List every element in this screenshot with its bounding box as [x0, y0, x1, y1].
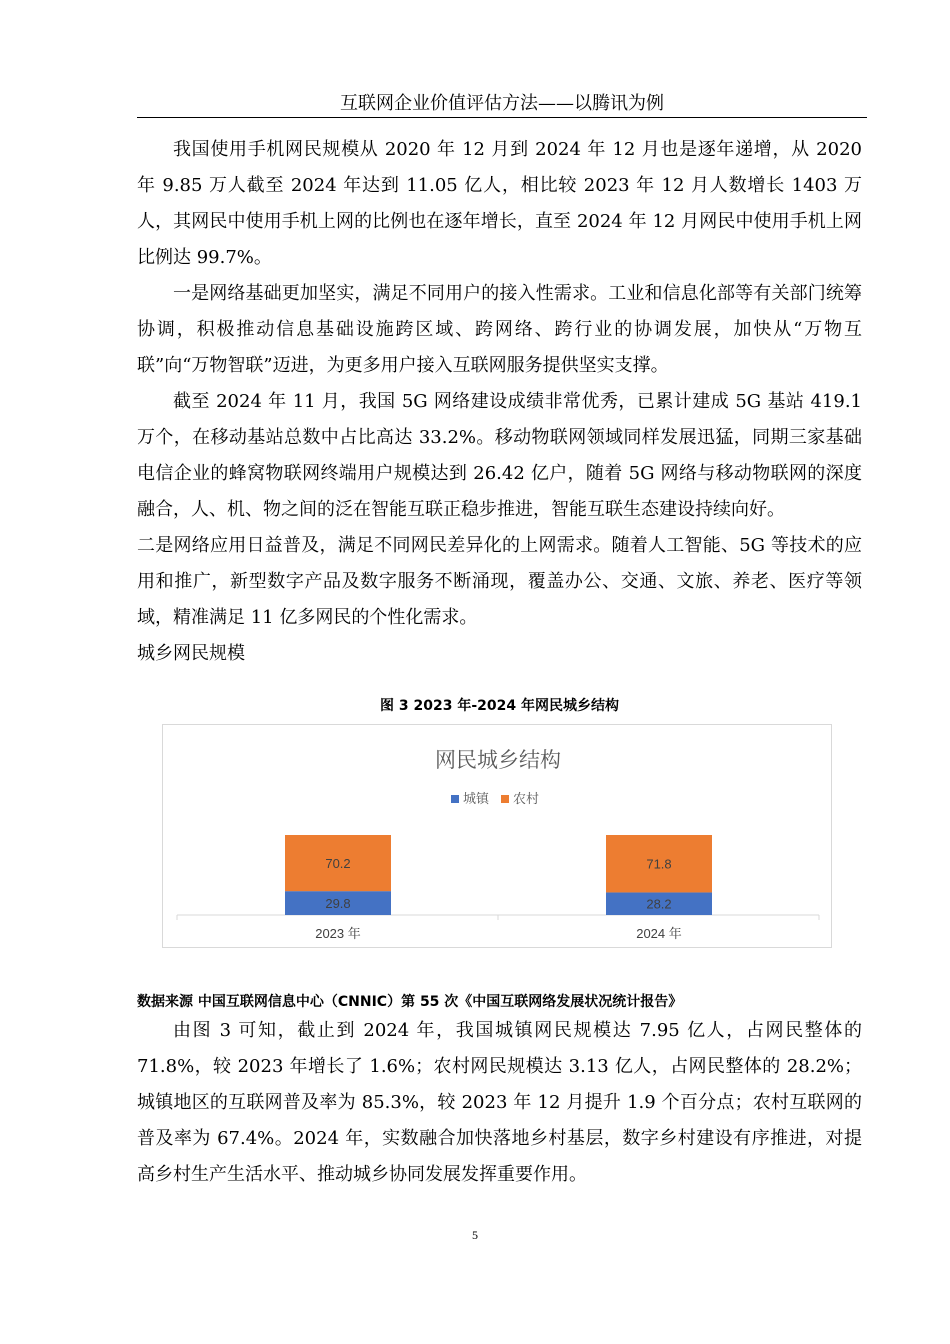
paragraph-network-foundation: 一是网络基础更加坚实，满足不同用户的接入性需求。工业和信息化部等有关部门统筹协调，积极推动信息基础设施跨区域、跨网络、跨行业的协调发展，加快从“万物互联”向“万物智联”迈进，为更多用户接入互联网服务提供坚实支撑。: [137, 283, 862, 376]
paragraph-5g-construction: 截至 2024 年 11 月，我国 5G 网络建设成绩非常优秀，已累计建成 5G 基站 419.1 万个，在移动基站总数中占比高达 33.2%。移动物联网领域同样发展迅猛，同期三家基础电信企业的蜂窝物联网终端用户规模达到 26.42 亿户，随着 5G 网络与移动物联网的深度融合，人、机、物之间的泛在智能互联正稳步推进，智能互联生态建设持续向好。: [137, 391, 862, 520]
paragraph-figure-analysis: 由图 3 可知，截止到 2024 年，我国城镇网民规模达 7.95 亿人，占网民整体的 71.8%，较 2023 年增长了 1.6%；农村网民规模达 3.13 亿人，占网民整体的 28.2%；城镇地区的互联网普及率为 85.3%，较 2023 年 12 月提升 1.9 个百分点；农村互联网的普及率为 67.4%。2024 年，实数融合加快落地乡村基层，数字乡村建设有序推进，对提高乡村生产生活水平、推动城乡协同发展发挥重要作用。: [137, 1020, 862, 1185]
x-tick-label-0: 2023 年: [315, 926, 361, 941]
paragraph-network-applications: 二是网络应用日益普及，满足不同网民差异化的上网需求。随着人工智能、5G 等技术的应用和推广，新型数字产品及数字服务不断涌现，覆盖办公、交通、文旅、养老、医疗等领域，精准满足 11 亿多网民的个性化需求。: [137, 535, 862, 628]
page-number: 5: [472, 1228, 478, 1242]
figure-caption: 图 3 2023 年-2024 年网民城乡结构: [380, 698, 619, 714]
data-label-1-0: 70.2: [325, 856, 351, 872]
header-rule: [137, 117, 867, 118]
legend-label-0: 城镇: [463, 791, 490, 806]
legend-swatch-1: [501, 795, 509, 803]
x-tick-label-1: 2024 年: [636, 926, 682, 941]
figure-source: 数据来源 中国互联网信息中心（CNNIC）第 55 次《中国互联网络发展状况统计报告》: [137, 994, 683, 1010]
chart-container: [162, 724, 832, 948]
data-label-1-1: 71.8: [646, 856, 672, 872]
chart-title: 网民城乡结构: [435, 749, 561, 772]
paragraph-mobile-users: 我国使用手机网民规模从 2020 年 12 月到 2024 年 12 月也是逐年递增，从 2020 年 9.85 万人截至 2024 年达到 11.05 亿人，相比较 2023 年 12 月人数增长 1403 万人，其网民中使用手机上网的比例也在逐年增长，直至 2024 年 12 月网民中使用手机上网比例达 99.7%。: [137, 139, 862, 268]
running-title: 互联网企业价值评估方法——以腾讯为例: [340, 93, 664, 114]
legend-label-1: 农村: [513, 791, 540, 806]
legend-swatch-0: [451, 795, 459, 803]
urban-rural-chart: [163, 725, 833, 949]
data-label-0-1: 28.2: [646, 896, 672, 912]
data-label-0-0: 29.8: [325, 896, 351, 912]
section-label-urban-rural: 城乡网民规模: [137, 643, 245, 664]
